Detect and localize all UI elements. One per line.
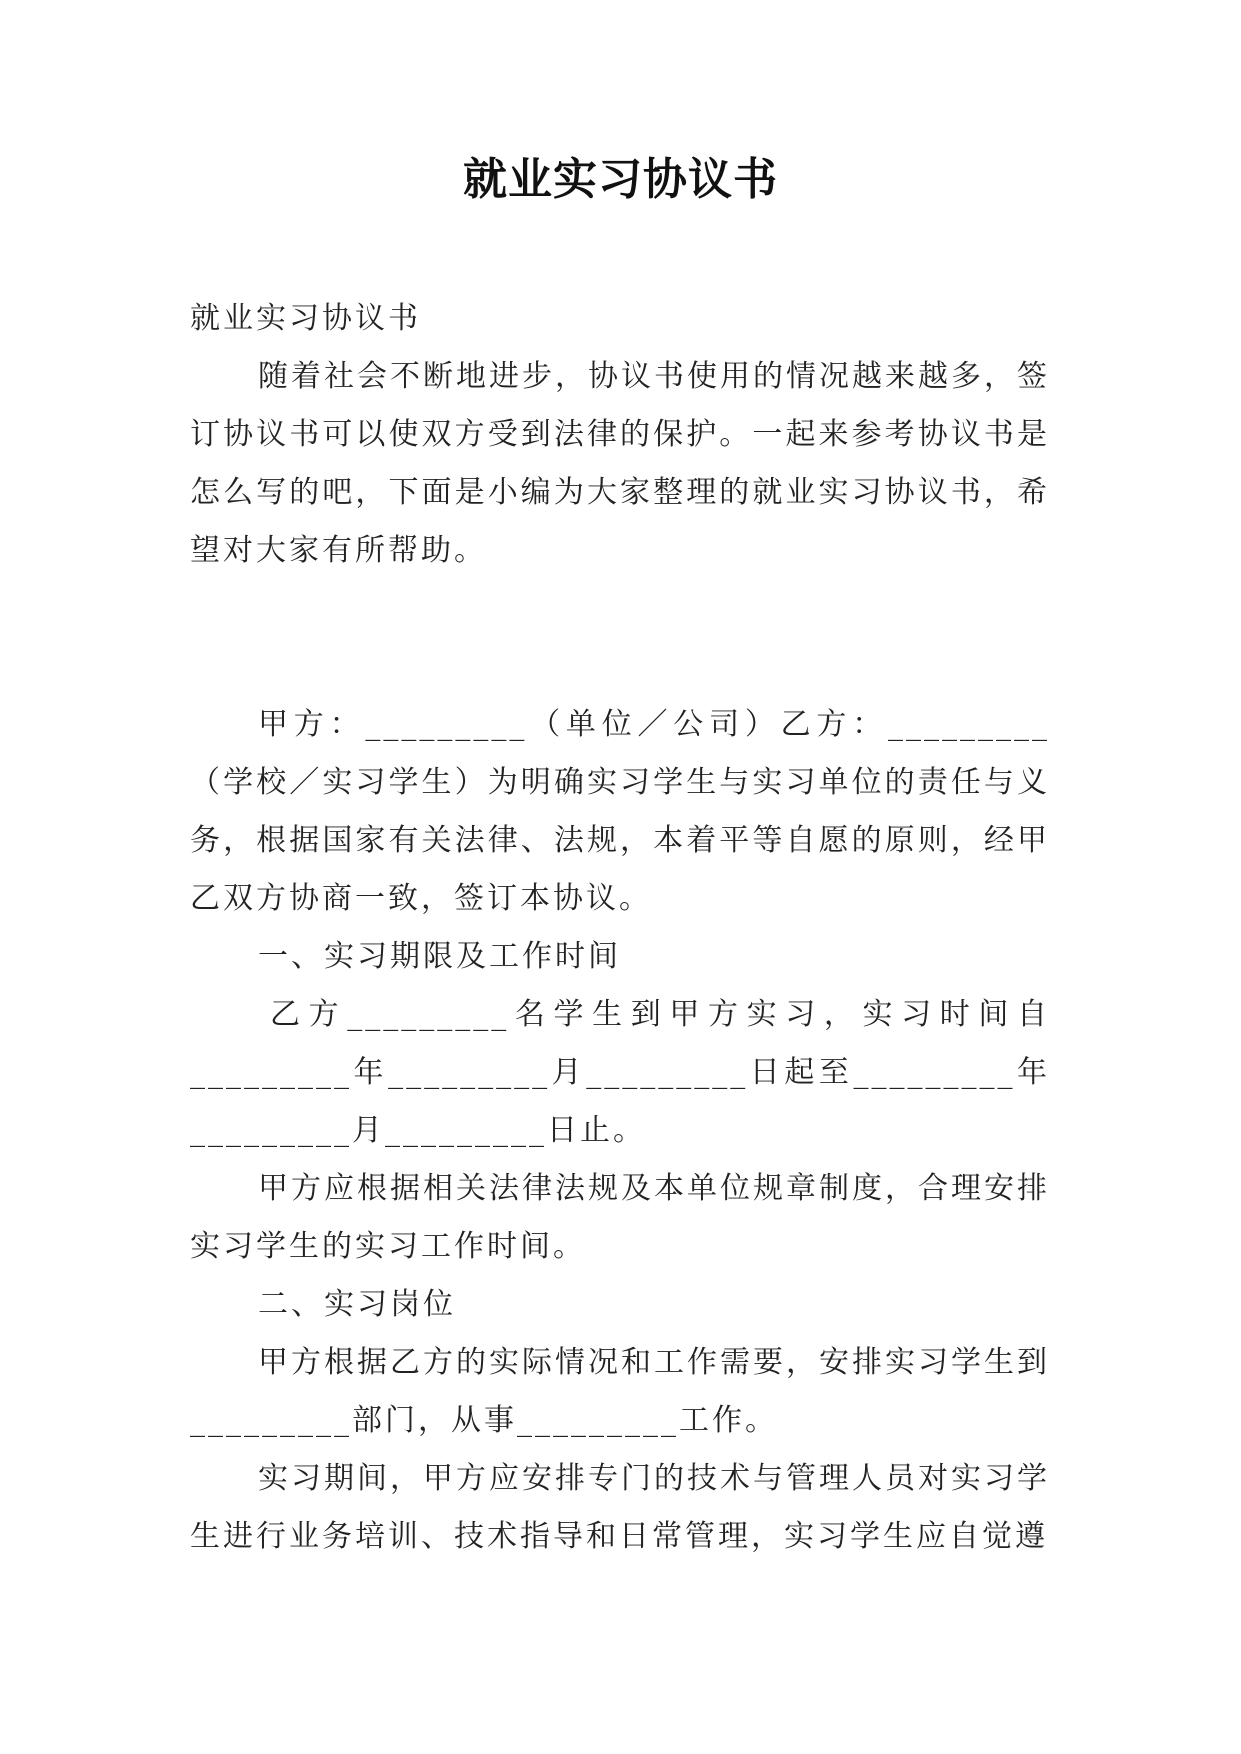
- blank-space: [190, 580, 1050, 696]
- document-title: 就业实习协议书: [463, 154, 778, 205]
- position-paragraph: 甲方根据乙方的实际情况和工作需要，安排实习学生到_________部门，从事_________工作。: [190, 1345, 1050, 1438]
- intro-paragraph: 随着社会不断地进步，协议书使用的情况越来越多，签订协议书可以使双方受到法律的保护。一起来参考协议书是怎么写的吧，下面是小编为大家整理的就业实习协议书，希望对大家有所帮助。: [190, 359, 1050, 568]
- training-paragraph: 实习期间，甲方应安排专门的技术与管理人员对实习学生进行业务培训、技术指导和日常管理，实习学生应自觉遵: [190, 1461, 1050, 1554]
- section-heading-2: 二、实习岗位: [258, 1287, 456, 1322]
- section-heading-1: 一、实习期限及工作时间: [258, 939, 621, 974]
- period-paragraph: 乙方_________名学生到甲方实习，实习时间自_________年_________月_________日起至_________年_________月_________日止。: [190, 997, 1050, 1148]
- document-body: [190, 290, 1050, 1566]
- parties-paragraph: 甲方：_________（单位／公司）乙方：_________（学校／实习学生）为明确实习学生与实习单位的责任与义务，根据国家有关法律、法规，本着平等自愿的原则，经甲乙双方协商一致，签订本协议。: [190, 707, 1050, 916]
- working-hours-paragraph: 甲方应根据相关法律法规及本单位规章制度，合理安排实习学生的实习工作时间。: [190, 1171, 1050, 1264]
- subtitle-paragraph: 就业实习协议书: [190, 301, 421, 336]
